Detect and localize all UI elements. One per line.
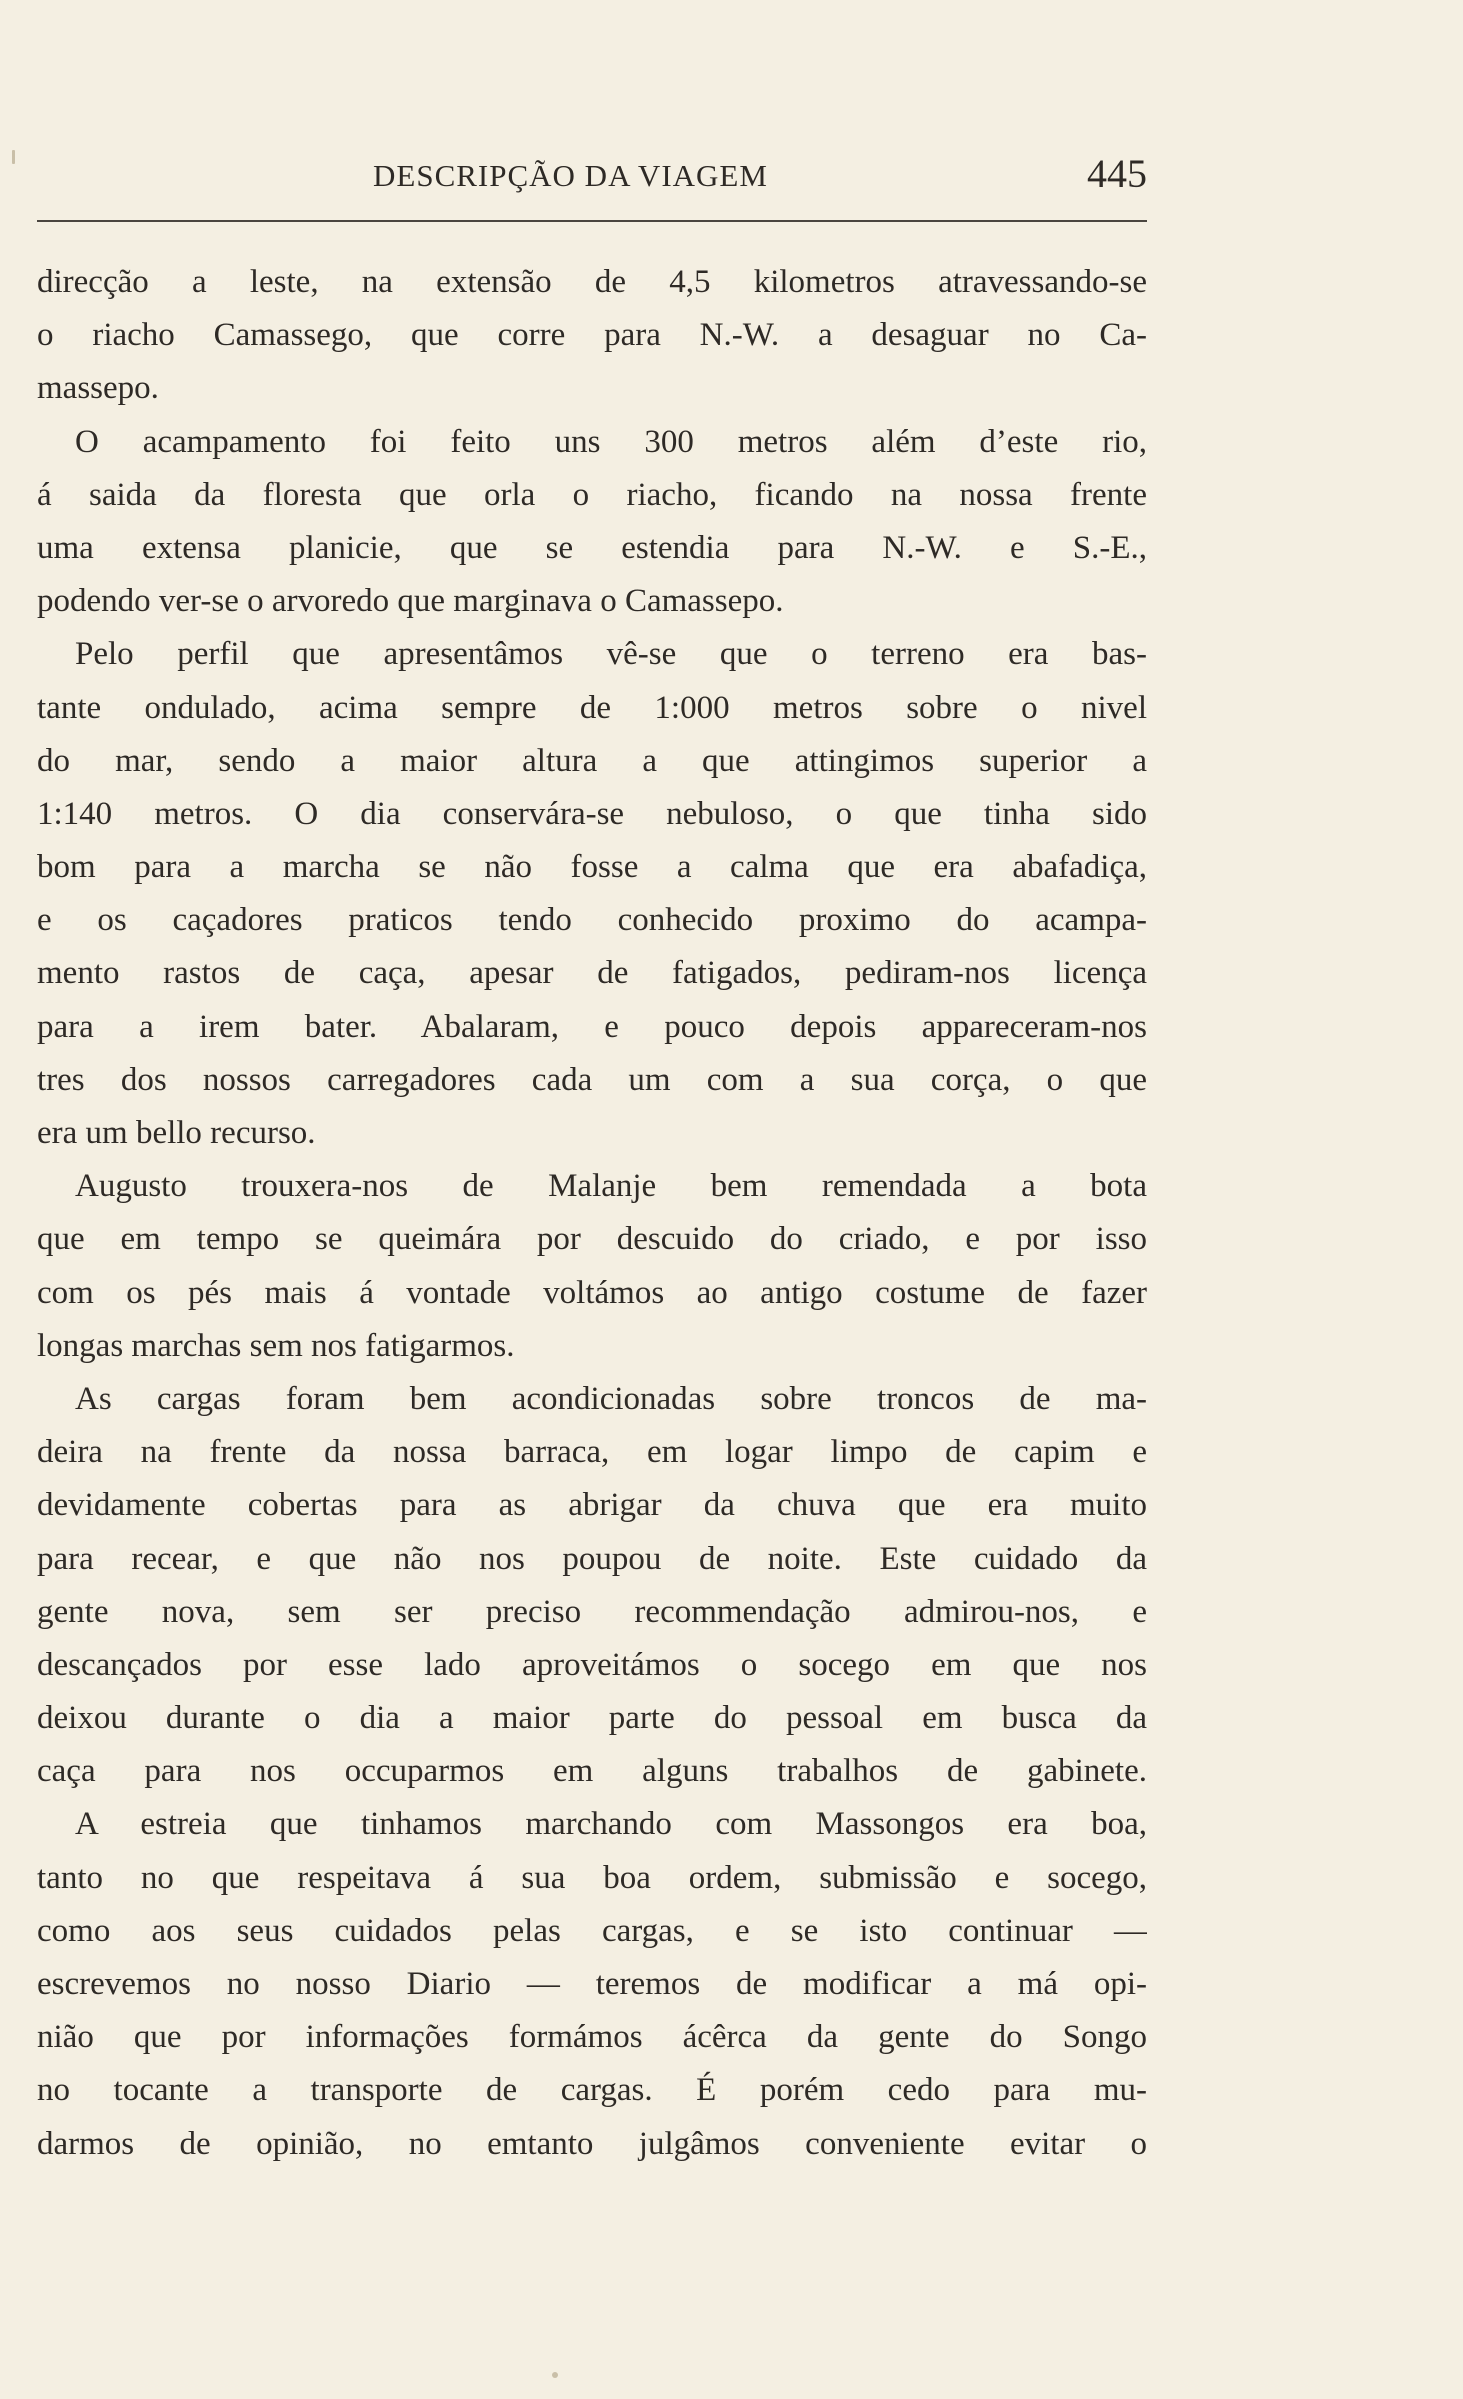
text-line: que em tempo se queimára por descuido do criado, e por isso xyxy=(37,1221,1147,1258)
body-text xyxy=(37,256,1147,2171)
text-line: massepo. xyxy=(37,370,159,407)
text-line: tante ondulado, acima sempre de 1:000 metros sobre o nivel xyxy=(37,689,1147,726)
text-line: nião que por informações formámos ácêrca da gente do Songo xyxy=(37,2019,1147,2056)
text-line: devidamente cobertas para as abrigar da chuva que era muito xyxy=(37,1487,1147,1524)
text-line: para recear, e que não nos poupou de noite. Este cuidado da xyxy=(37,1540,1147,1577)
text-line: no tocante a transporte de cargas. É porém cedo para mu- xyxy=(37,2072,1147,2109)
text-line: com os pés mais á vontade voltámos ao antigo costume de fazer xyxy=(37,1274,1147,1311)
text-line: Pelo perfil que apresentâmos vê-se que o terreno era bas- xyxy=(75,636,1147,673)
text-line: para a irem bater. Abalaram, e pouco depois appareceram-nos xyxy=(37,1008,1147,1045)
text-line: darmos de opinião, no emtanto julgâmos conveniente evitar o xyxy=(37,2125,1147,2162)
paper-speck xyxy=(12,150,15,164)
text-line: A estreia que tinhamos marchando com Massongos era boa, xyxy=(75,1806,1147,1843)
text-line: era um bello recurso. xyxy=(37,1115,316,1151)
text-line: longas marchas sem nos fatigarmos. xyxy=(37,1327,515,1364)
text-line: á saida da floresta que orla o riacho, ficando na nossa frente xyxy=(37,476,1147,513)
text-line: escrevemos no nosso Diario — teremos de modificar a má opi- xyxy=(37,1966,1147,2002)
text-line: e os caçadores praticos tendo conhecido proximo do acampa- xyxy=(37,902,1147,939)
text-line: As cargas foram bem acondicionadas sobre troncos de ma- xyxy=(75,1380,1147,1417)
text-line: mento rastos de caça, apesar de fatigados, pediram-nos licença xyxy=(37,955,1147,992)
text-line: do mar, sendo a maior altura a que attingimos superior a xyxy=(37,742,1147,779)
text-line: bom para a marcha se não fosse a calma que era abafadiça, xyxy=(37,849,1147,886)
text-line: direcção a leste, na extensão de 4,5 kilometros atravessando-se xyxy=(37,264,1147,300)
text-line: O acampamento foi feito uns 300 metros além d’este rio, xyxy=(75,423,1147,460)
text-line: como aos seus cuidados pelas cargas, e se isto continuar — xyxy=(37,1912,1147,1949)
text-line: tres dos nossos carregadores cada um com a sua corça, o que xyxy=(37,1061,1147,1098)
paper-speck xyxy=(552,2372,558,2378)
text-line: podendo ver-se o arvoredo que marginava o Camassepo. xyxy=(37,583,784,620)
text-line: descançados por esse lado aproveitámos o socego em que nos xyxy=(37,1646,1147,1683)
text-line: 1:140 metros. O dia conservára-se nebuloso, o que tinha sido xyxy=(37,795,1147,832)
text-line: Augusto trouxera-nos de Malanje bem remendada a bota xyxy=(75,1168,1147,1205)
page-number: 445 xyxy=(1087,151,1147,196)
text-line: tanto no que respeitava á sua boa ordem, submissão e socego, xyxy=(37,1859,1147,1896)
header-rule xyxy=(37,220,1147,222)
text-line: caça para nos occuparmos em alguns trabalhos de gabinete. xyxy=(37,1753,1147,1790)
text-line: deixou durante o dia a maior parte do pessoal em busca da xyxy=(37,1700,1147,1737)
text-line: uma extensa planicie, que se estendia para N.-W. e S.-E., xyxy=(37,529,1147,566)
text-line: gente nova, sem ser preciso recommendação admirou-nos, e xyxy=(37,1593,1147,1630)
running-title: DESCRIPÇÃO DA VIAGEM xyxy=(373,158,768,193)
running-head xyxy=(37,150,1147,210)
text-line: deira na frente da nossa barraca, em logar limpo de capim e xyxy=(37,1434,1147,1471)
text-line: o riacho Camassego, que corre para N.-W. a desaguar no Ca- xyxy=(37,317,1147,354)
